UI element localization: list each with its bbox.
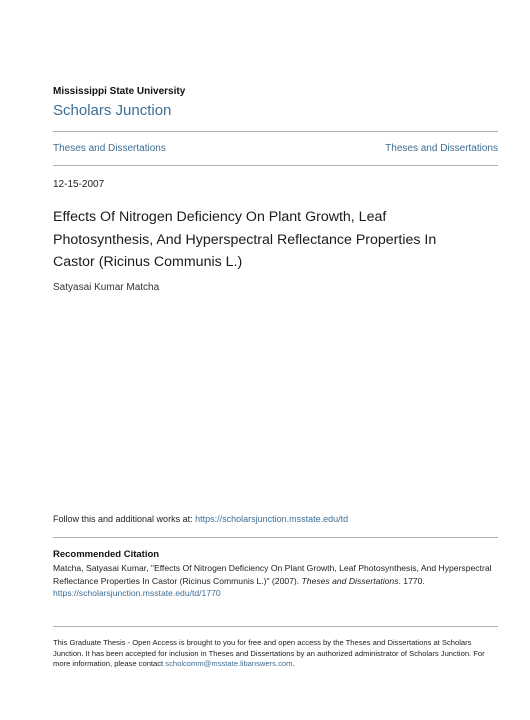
citation-text: Matcha, Satyasai Kumar, "Effects Of Nitrogen Deficiency On Plant Growth, Leaf Photosynthesis, And Hyperspectral Reflectance Properties In Castor (Ricinus Communis L.)" (2007).	[53, 563, 492, 586]
follow-url-link[interactable]: https://scholarsjunction.msstate.edu/td	[195, 514, 349, 524]
collection-link-left[interactable]: Theses and Dissertations	[53, 143, 166, 154]
contact-email-link[interactable]: scholcomm@msstate.libanswers.com	[165, 659, 293, 669]
access-text: This Graduate Thesis - Open Access is brought to you for free and open access by the Theses and Dissertations at Scholars Junction. It has been accepted for inclusion in Theses and Dissertations by an authorized administrator of Scholars Junction. For more information, please contact	[53, 638, 485, 669]
author-name: Satyasai Kumar Matcha	[53, 282, 160, 293]
follow-text: Follow this and additional works at:	[53, 514, 196, 524]
follow-line	[53, 514, 348, 524]
repository-link[interactable]: Scholars Junction	[53, 102, 172, 119]
citation-series: Theses and Dissertations	[301, 575, 399, 586]
publication-date: 12-15-2007	[53, 179, 105, 190]
divider-citation	[53, 537, 498, 538]
citation-heading: Recommended Citation	[53, 549, 160, 560]
divider-nav	[53, 165, 498, 166]
collection-link-right[interactable]: Theses and Dissertations	[385, 143, 498, 154]
citation-block	[53, 562, 503, 600]
access-statement	[53, 638, 503, 670]
divider-footer	[53, 626, 498, 627]
access-text-end: .	[292, 659, 295, 669]
university-name: Mississippi State University	[53, 86, 186, 97]
citation-url-link[interactable]: https://scholarsjunction.msstate.edu/td/1770	[53, 588, 221, 599]
citation-number: . 1770.	[398, 575, 425, 586]
document-title: Effects Of Nitrogen Deficiency On Plant Growth, Leaf Photosynthesis, And Hyperspectral Reflectance Properties In Castor (Ricinus Communis L.)	[53, 209, 437, 270]
divider-top	[53, 131, 498, 132]
